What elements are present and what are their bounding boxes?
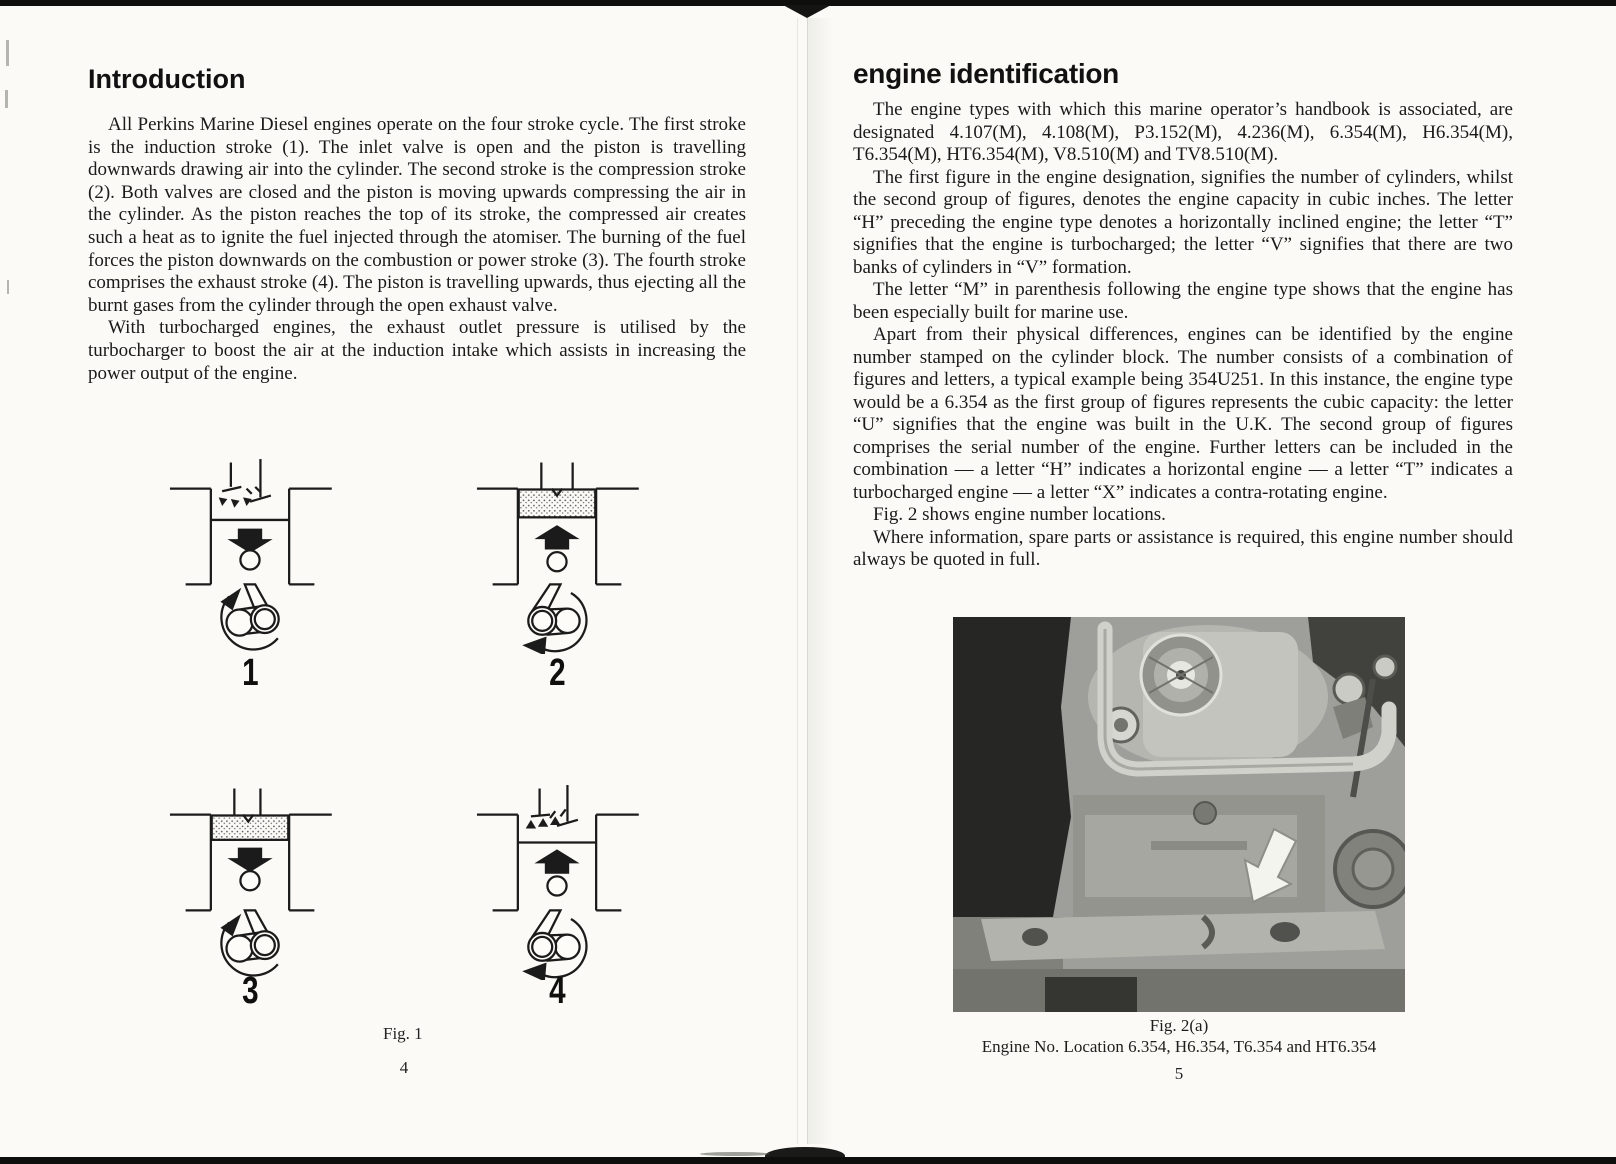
piston-diagram-3-icon bbox=[163, 778, 337, 980]
paragraph: Fig. 2 shows engine number locations. bbox=[873, 504, 1166, 525]
diagram-label: 4 bbox=[549, 970, 565, 1012]
engine-photo bbox=[953, 617, 1405, 1012]
piston-diagram-power bbox=[163, 778, 337, 980]
figure-caption-line2: Engine No. Location 6.354, H6.354, T6.354 and HT6.354 bbox=[981, 1037, 1377, 1056]
paragraph: The engine types with which this marine operator’s handbook is associated, are designated 4.107(M), 4.108(M), P3.152(M), 4.236(M), 6.354(M), H6.354(M), T6.354(M), HT6.354(M), V8.510(M) and TV8.510(M). bbox=[853, 99, 1513, 165]
body-text bbox=[853, 99, 1513, 572]
engine-photo-image bbox=[953, 617, 1405, 1012]
scan-speck bbox=[7, 280, 9, 294]
piston-diagram-compression bbox=[470, 452, 644, 654]
figure-caption: Fig. 1 bbox=[383, 1024, 423, 1043]
piston-diagram-induction bbox=[163, 452, 337, 654]
spine-mark-bottom-streak bbox=[700, 1152, 770, 1156]
center-fold-shadow bbox=[808, 18, 834, 1144]
paragraph: All Perkins Marine Diesel engines operate on the four stroke cycle. The first stroke is the induction stroke (1). The inlet valve is open and the piston is travelling downwards drawing air into the cylinder. The second stroke is the compression stroke (2). Both valves are closed and the piston is moving upwards compressing the air in the cylinder. As the piston reaches the top of its stroke, the compressed air creates such a heat as to ignite the fuel injected through the atomiser. The burning of the fuel forces the piston downwards on the combustion or power stroke (3). The fourth stroke comprises the exhaust stroke (4). The piston is travelling upwards, thus ejecting all the burnt gases from the cylinder through the open exhaust valve. bbox=[88, 114, 746, 316]
paragraph: The letter “M” in parenthesis following the engine type shows that the engine has been especially built for marine use. bbox=[853, 279, 1513, 323]
diagram-label: 1 bbox=[242, 652, 258, 694]
scan-edge-bottom bbox=[0, 1157, 1616, 1164]
paragraph: With turbocharged engines, the exhaust outlet pressure is utilised by the turbocharger to boost the air at the induction intake which assists in increasing the power output of the engine. bbox=[88, 317, 746, 384]
paragraph: The first figure in the engine designation, signifies the number of cylinders, whilst the second group of figures, denotes the engine capacity in cubic inches. The letter “H” preceding the engine type denotes a horizontally inclined engine; the letter “T” signifies that the engine is turbocharged; the letter “V” signifies that there are two banks of cylinders in “V” formation. bbox=[853, 166, 1513, 278]
piston-diagram-exhaust bbox=[470, 778, 644, 980]
center-fold-line bbox=[797, 18, 798, 1144]
paragraph: Where information, spare parts or assistance is required, this engine number should always be quoted in full. bbox=[853, 526, 1513, 570]
body-text bbox=[88, 114, 746, 385]
scan-speck bbox=[6, 40, 9, 66]
piston-diagram-1-icon bbox=[163, 452, 337, 654]
figure-caption-line1: Fig. 2(a) bbox=[1149, 1016, 1209, 1035]
piston-diagram-2-icon bbox=[470, 452, 644, 654]
scan-speck bbox=[5, 90, 8, 108]
page-number: 5 bbox=[1174, 1064, 1184, 1083]
page-number: 4 bbox=[399, 1058, 409, 1077]
piston-diagram-4-icon bbox=[470, 778, 644, 980]
diagram-label: 2 bbox=[549, 652, 565, 694]
page-title: Introduction bbox=[88, 64, 246, 94]
spine-mark-top bbox=[783, 5, 831, 18]
page-title: engine identification bbox=[853, 58, 1119, 89]
paragraph: Apart from their physical differences, engines can be identified by the engine number stamped on the cylinder block. The number consists of a combination of figures and letters, a typical example being 354U251. In this instance, the engine type would be a 6.354 as the first group of figures represents the cubic capacity: the letter “U” signifies that the engine was built in the U.K. The second group of figures comprises the serial number of the engine. Further letters can be included in the combination — a letter “H” indicates a horizontal engine — a letter “T” indicates a turbocharged engine — a letter “X” indicates a contra-rotating engine. bbox=[853, 324, 1513, 503]
spine-mark-bottom bbox=[765, 1147, 845, 1157]
diagram-label: 3 bbox=[242, 970, 258, 1012]
